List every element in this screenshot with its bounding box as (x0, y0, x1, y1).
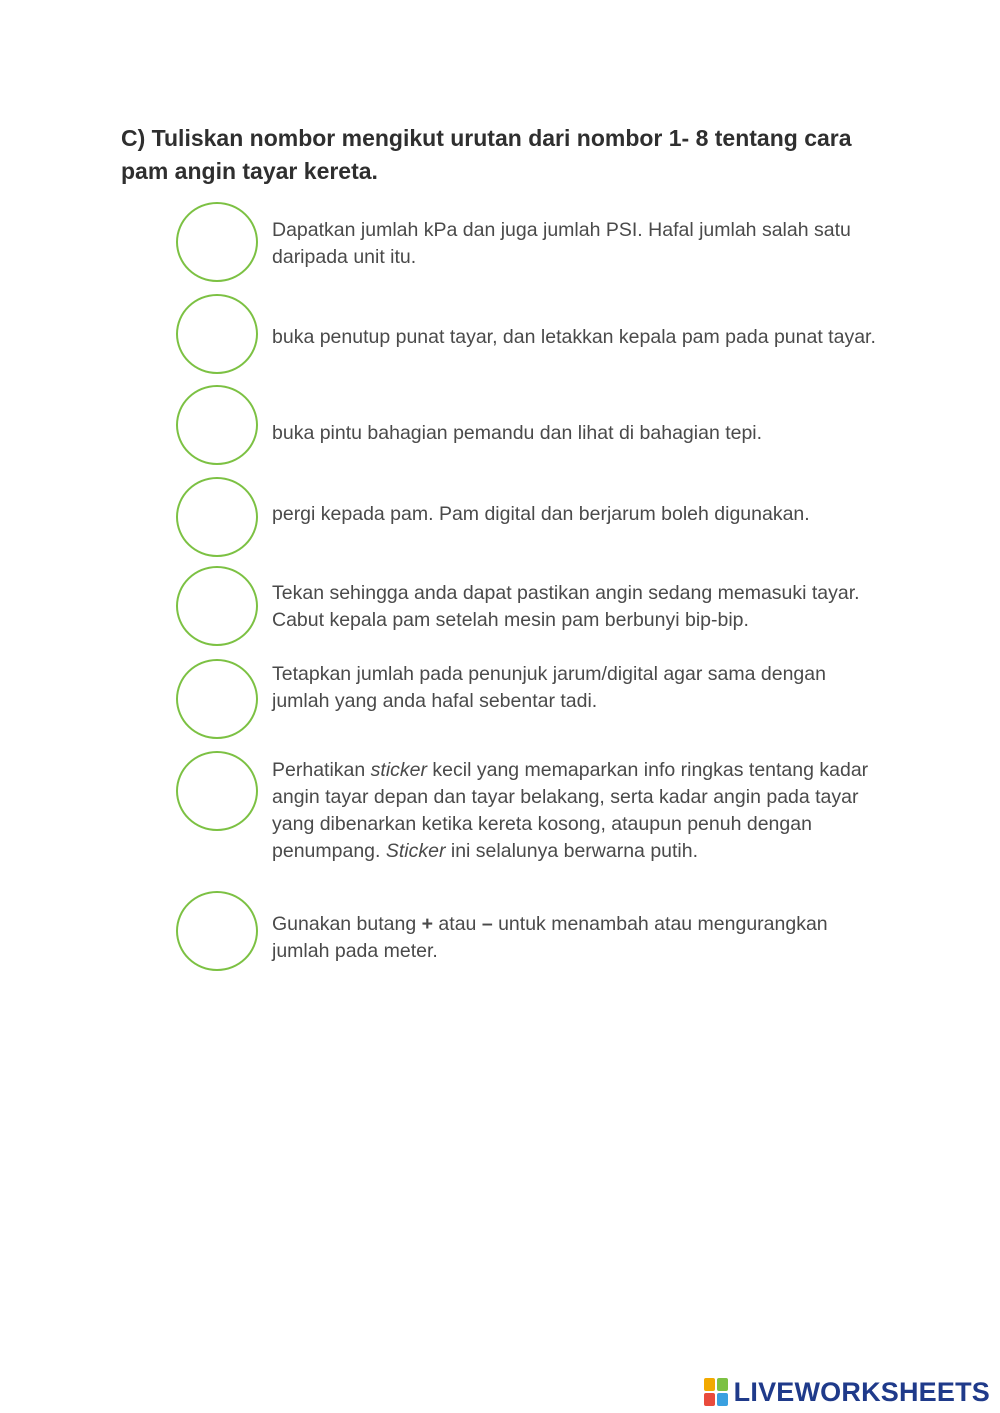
step-8-part-1: Gunakan butang (272, 913, 422, 935)
step-7-italic-sticker: sticker (370, 759, 427, 781)
answer-input-3[interactable] (178, 387, 260, 465)
step-8-part-3: untuk menambah atau mengurangkan jumlah pada meter. (272, 913, 828, 962)
answer-input-6[interactable] (178, 661, 260, 739)
answer-input-1[interactable] (178, 204, 260, 282)
answer-circle-8[interactable] (176, 891, 258, 971)
answer-circle-3[interactable] (176, 385, 258, 465)
step-text-2: buka penutup punat tayar, dan letakkan kepala pam pada punat tayar. (272, 326, 876, 348)
step-text-4: pergi kepada pam. Pam digital dan berjarum boleh digunakan. (272, 503, 810, 525)
step-text-3: buka pintu bahagian pemandu dan lihat di bahagian tepi. (272, 422, 763, 444)
answer-input-4[interactable] (178, 479, 260, 557)
brand-name: LIVEWORKSHEETS (733, 1376, 990, 1407)
step-text-8 (272, 911, 882, 965)
answer-input-2[interactable] (178, 296, 260, 374)
step-7-part-1: Perhatikan (272, 759, 371, 781)
answer-input-8[interactable] (178, 893, 260, 971)
answer-circle-2[interactable] (176, 294, 258, 374)
answer-input-5[interactable] (178, 568, 260, 646)
step-8-part-2: atau (433, 913, 482, 935)
plus-symbol: + (421, 913, 434, 935)
answer-circle-1[interactable] (176, 202, 258, 282)
answer-input-7[interactable] (178, 753, 260, 831)
step-text-6: Tetapkan jumlah pada penunjuk jarum/digital agar sama dengan jumlah yang anda hafal sebentar tadi. (272, 663, 826, 712)
step-text-7 (272, 757, 882, 865)
step-7-italic-sticker-2: Sticker (385, 840, 446, 862)
answer-circle-5[interactable] (176, 566, 258, 646)
step-7-part-3: ini selalunya berwarna putih. (445, 840, 699, 862)
question-title: C) Tuliskan nombor mengikut urutan dari nombor 1- 8 tentang cara pam angin tayar kereta. (121, 125, 852, 184)
liveworksheets-logo (704, 1377, 990, 1407)
logo-blocks-icon (704, 1378, 728, 1406)
answer-circle-4[interactable] (176, 477, 258, 557)
answer-circle-7[interactable] (176, 751, 258, 831)
step-text-1: Dapatkan jumlah kPa dan juga jumlah PSI. Hafal jumlah salah satu daripada unit itu. (272, 219, 851, 268)
minus-symbol: – (481, 913, 493, 935)
step-7-part-2: kecil yang memaparkan info ringkas tentang kadar angin tayar depan dan tayar belakang, serta kadar angin pada tayar yang dibenarkan ketika kereta kosong, ataupun penuh dengan penumpang. (272, 759, 869, 862)
answer-circle-6[interactable] (176, 659, 258, 739)
step-text-5: Tekan sehingga anda dapat pastikan angin sedang memasuki tayar. Cabut kepala pam setelah mesin pam berbunyi bip-bip. (272, 582, 860, 631)
